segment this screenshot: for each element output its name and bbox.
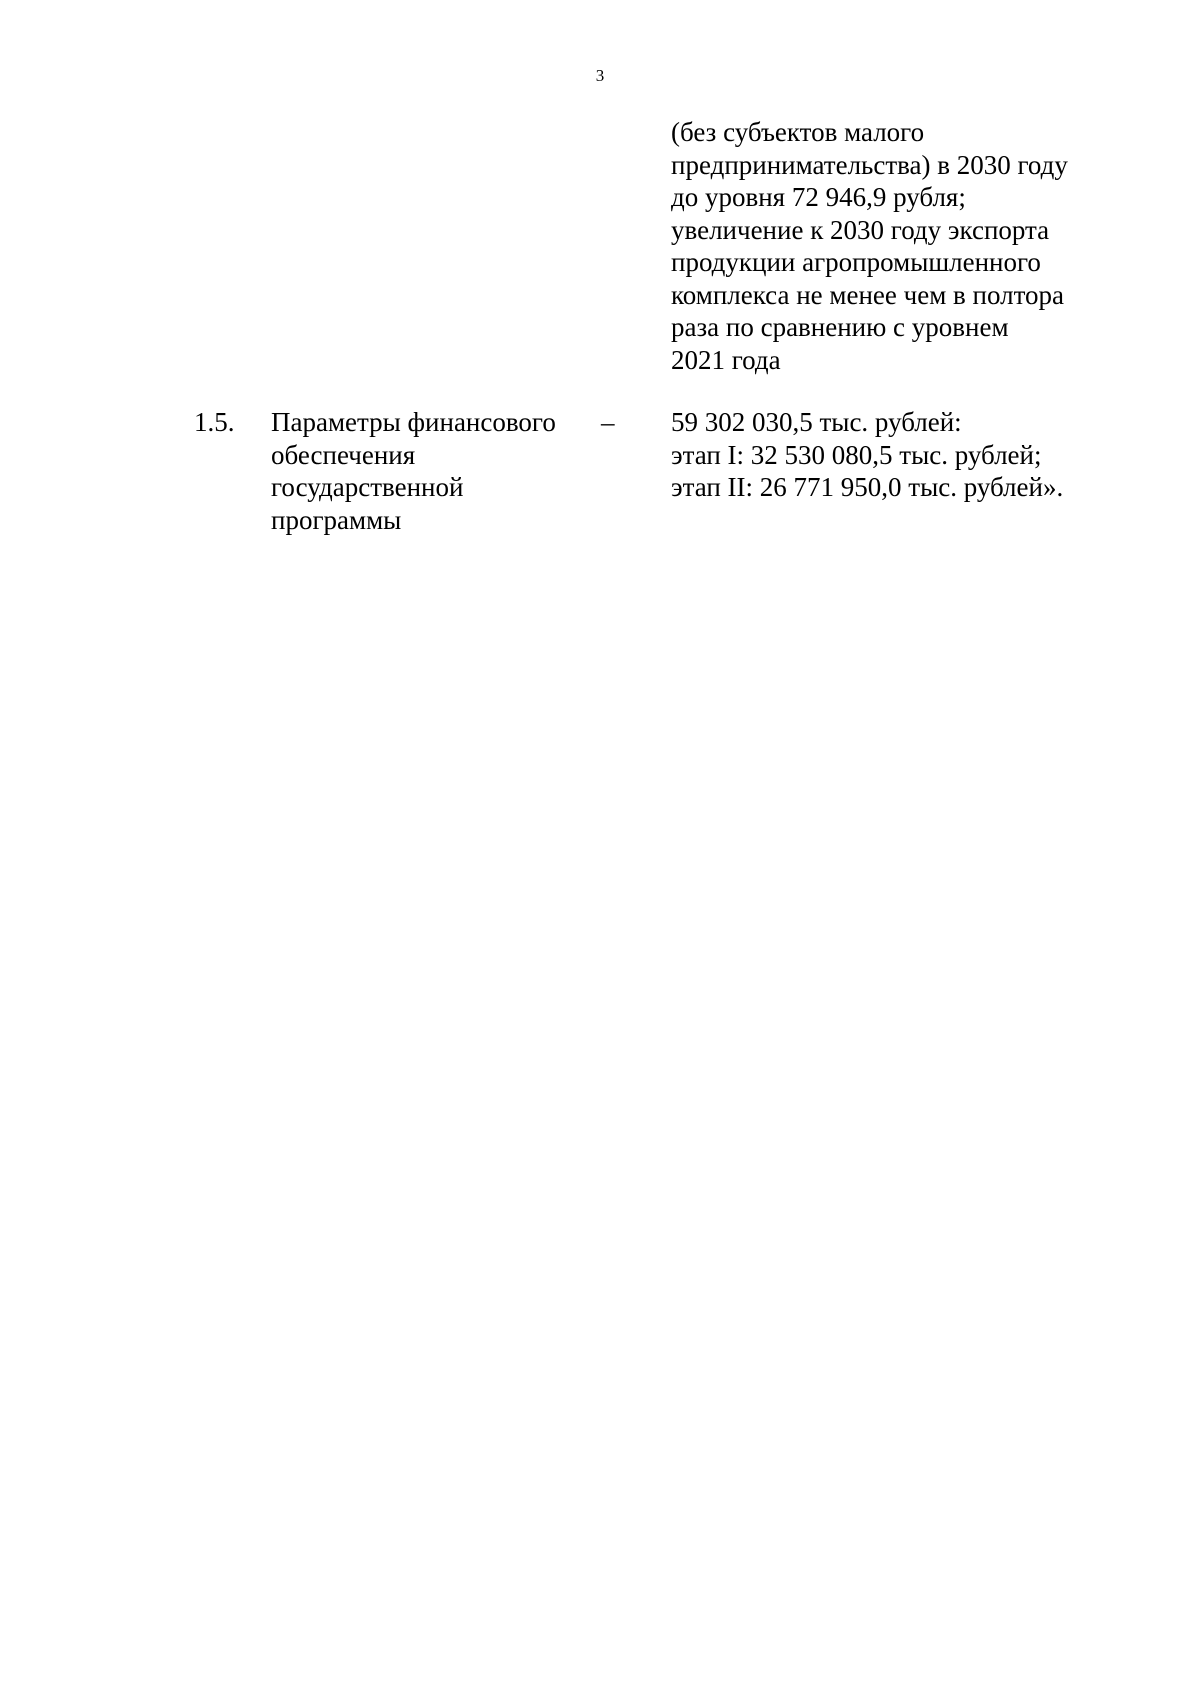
text-line: 2021 года: [671, 344, 781, 375]
row-dash: –: [601, 407, 615, 437]
text-line: (без субъектов малого: [671, 117, 925, 147]
text-line: продукции агропромышленного: [671, 247, 1041, 277]
text-line: до уровня 72 946,9 рубля;: [671, 182, 966, 212]
value-line: этап I: 32 530 080,5 тыс. рублей;: [671, 439, 1042, 470]
value-line: этап II: 26 771 950,0 тыс. рублей».: [671, 472, 1064, 502]
label-line: государственной: [271, 472, 464, 502]
passport-row-1-5: [0, 406, 1200, 546]
row-label: [271, 406, 591, 536]
page-number: 3: [595, 66, 605, 85]
label-line: обеспечения: [271, 439, 416, 470]
text-line: увеличение к 2030 году экспорта: [671, 214, 1050, 245]
value-line: 59 302 030,5 тыс. рублей:: [671, 407, 962, 437]
text-line: предпринимательства) в 2030 году: [671, 149, 1068, 180]
text-line: комплекса не менее чем в полтора: [671, 279, 1065, 310]
row-value: [671, 406, 1131, 504]
label-line: программы: [271, 504, 402, 535]
row-number: 1.5.: [194, 407, 235, 437]
label-line: Параметры финансового: [271, 407, 556, 437]
continued-indicator-text: [671, 116, 1131, 376]
text-line: раза по сравнению с уровнем: [671, 312, 1009, 342]
